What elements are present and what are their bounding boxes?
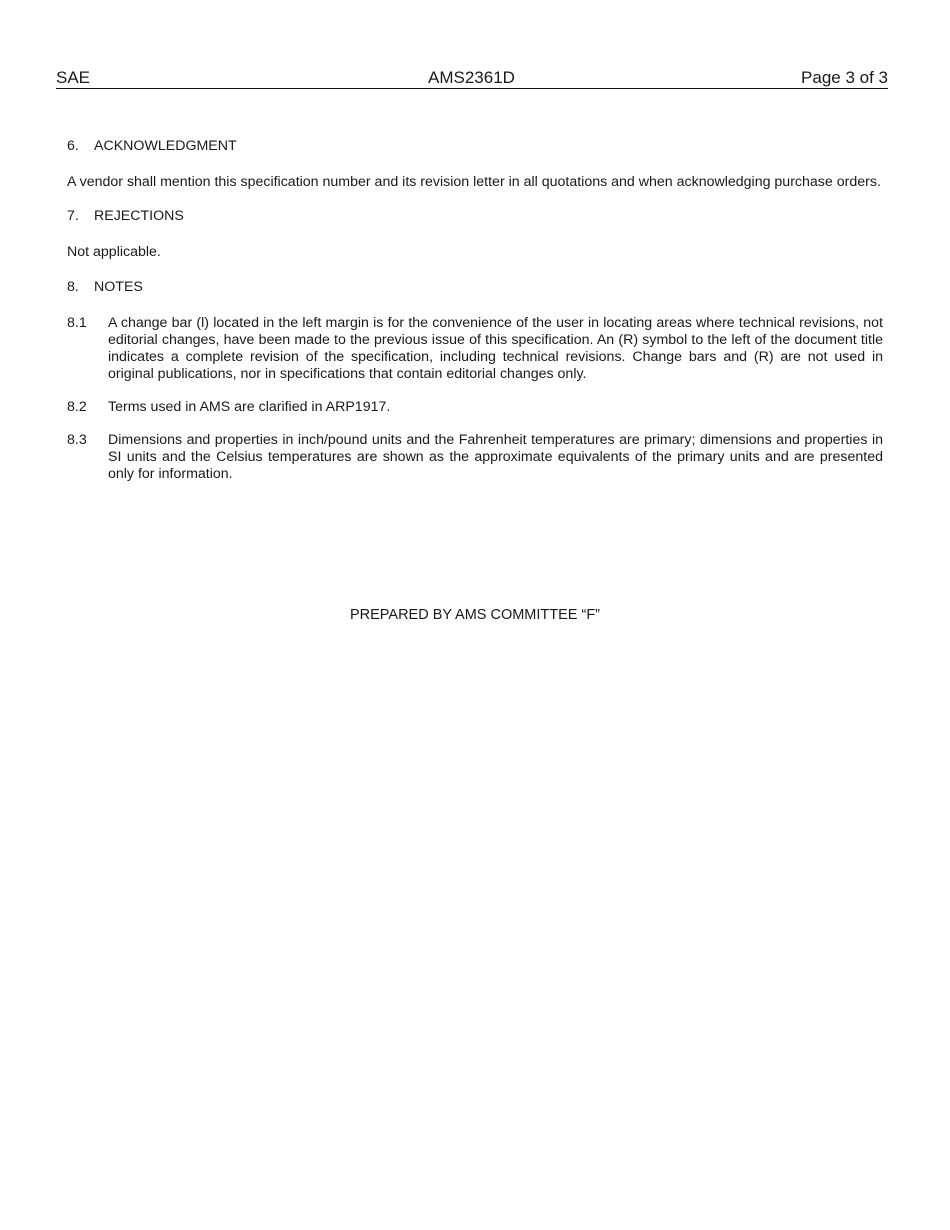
section-heading-acknowledgment [67, 137, 883, 156]
note-text: A change bar (l) located in the left margin is for the convenience of the user in locating areas where technical revisions, not editorial changes, have been made to the previous issue of this specification. An (R) symbol to the left of the document title indicates a complete revision of the specification, including technical revisions. Change bars and (R) are not used in original publications, nor in specifications that contain editorial changes only. [108, 315, 883, 382]
section-text-rejections: Not applicable. [67, 244, 161, 260]
note-text: Dimensions and properties in inch/pound units and the Fahrenheit temperatures are primary; dimensions and properties in SI units and the Celsius temperatures are shown as the approximate equivalents of the primary units and are presented only for information. [108, 432, 883, 482]
section-number: 8. [67, 279, 79, 295]
section-title: ACKNOWLEDGMENT [94, 138, 237, 154]
section-title: NOTES [94, 279, 143, 295]
header-document-number: AMS2361D [428, 68, 515, 87]
prepared-by-line: PREPARED BY AMS COMMITTEE “F” [349, 607, 601, 623]
page-header [56, 68, 888, 89]
note-number: 8.1 [67, 315, 87, 331]
note-number: 8.3 [67, 432, 87, 448]
note-number: 8.2 [67, 399, 87, 415]
section-heading-notes [67, 278, 883, 297]
note-8-1 [67, 315, 883, 383]
section-heading-rejections [67, 207, 883, 226]
header-organization: SAE [56, 68, 91, 87]
note-8-3 [67, 432, 883, 483]
section-text-acknowledgment: A vendor shall mention this specification number and its revision letter in all quotations and when acknowledging purchase orders. [67, 174, 881, 190]
section-number: 6. [67, 138, 79, 154]
section-title: REJECTIONS [94, 208, 184, 224]
section-number: 7. [67, 208, 79, 224]
document-body [67, 137, 883, 483]
note-text: Terms used in AMS are clarified in ARP1917. [108, 399, 391, 415]
note-8-2 [67, 399, 883, 416]
header-page-number: Page 3 of 3 [801, 68, 888, 87]
